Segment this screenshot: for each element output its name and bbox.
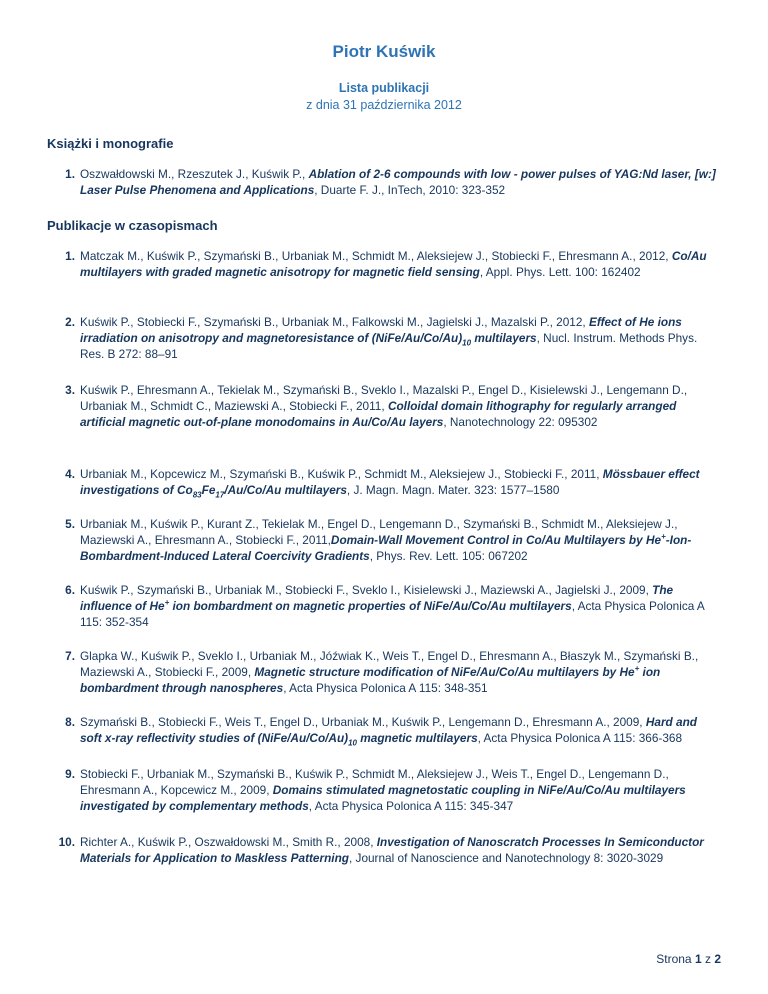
item-title: Domains stimulated magnetostatic coupling in NiFe/Au/Co/Au multilayers investigated by complementary methods xyxy=(80,783,686,813)
item-title: Mössbauer effect investigations of $Co_{83}Fe_{17}/Au/Co/Au$ multilayers xyxy=(80,467,700,500)
item-authors: Glapka W., Kuświk P., Sveklo I., Urbaniak M., Jóźwiak K., Weis T., Engel D., Ehresmann A., Błaszyk M., Szymański B., Maziewski A., Stobiecki F., 2009, xyxy=(80,649,699,679)
item-number: 9. xyxy=(65,767,75,781)
item-number: 8. xyxy=(65,715,75,729)
item-title: Effect of He ions irradiation on anisotropy and magnetoresistance of $(NiFe/Au/Co/Au)_{10}$ multilayers xyxy=(80,315,682,348)
item-number: 1. xyxy=(65,249,75,263)
item-number: 5. xyxy=(65,517,75,531)
item-number: 4. xyxy=(65,467,75,481)
section-title-books: Książki i monografie xyxy=(47,136,174,151)
subtitle-list-label: Lista publikacji xyxy=(338,81,430,95)
item-number: 1. xyxy=(65,167,75,181)
item-authors: Oszwałdowski M., Rzeszutek J., Kuświk P., xyxy=(80,167,309,181)
footer-total-pages: 2 xyxy=(714,952,721,966)
item-title: Colloidal domain lithography for regularly arranged artificial magnetic out-of-plane monodomains in Au/Co/Au layers xyxy=(80,399,677,429)
list-item xyxy=(65,516,720,564)
item-number: 2. xyxy=(65,315,75,329)
item-authors: Kuświk P., Ehresmann A., Tekielak M., Szymański B., Sveklo I., Mazalski P., Engel D., Kisielewski J., Lengemann D., Urbaniak M., Schmidt C., Maziewski A., Stobiecki F., 2011, xyxy=(80,383,688,413)
item-source: , Acta Physica Polonica A 115: 366-368 xyxy=(477,731,683,745)
item-authors: Kuświk P., Szymański B., Urbaniak M., Stobiecki F., Sveklo I., Kisielewski J., Maziewski A., Jagielski J., 2009, xyxy=(80,583,653,597)
item-authors: Kuświk P., Stobiecki F., Szymański B., Urbaniak M., Falkowski M., Jagielski J., Mazalski P., 2012, xyxy=(80,315,589,329)
page-subtitle xyxy=(0,80,768,114)
section-title-journals: Publikacje w czasopismach xyxy=(47,218,218,233)
item-source: , Nucl. Instrum. Methods Phys. Res. B 272: 88–91 xyxy=(80,331,698,361)
item-source: , Phys. Rev. Lett. 105: 067202 xyxy=(369,549,528,563)
list-item xyxy=(65,466,720,500)
item-source: , J. Magn. Magn. Mater. 323: 1577–1580 xyxy=(346,483,560,497)
footer-label: Strona xyxy=(656,952,692,966)
list-item xyxy=(65,582,720,630)
list-item xyxy=(58,834,720,866)
item-number: 3. xyxy=(65,383,75,397)
item-source: , Acta Physica Polonica A 115: 352-354 xyxy=(80,599,705,629)
footer-page-number: 1 xyxy=(694,952,702,966)
item-authors: Urbaniak M., Kuświk P., Kurant Z., Tekielak M., Engel D., Lengemann D., Szymański B., Schmidt M., Aleksiejew J., Maziewski A., Ehresmann A., Stobiecki F., 2011, xyxy=(80,517,678,547)
item-authors: Urbaniak M., Kopcewicz M., Szymański B., Kuświk P., Schmidt M., Aleksiejew J., Stobiecki F., 2011, xyxy=(80,467,603,481)
item-title: Hard and soft x-ray reflectivity studies of $(NiFe/Au/Co/Au)_{10}$ magnetic multilayers xyxy=(80,715,697,748)
list-item xyxy=(65,766,720,814)
item-authors: Szymański B., Stobiecki F., Weis T., Engel D., Urbaniak M., Kuświk P., Lengemann D., Ehresmann A., 2009, xyxy=(80,715,646,729)
item-source: , Acta Physica Polonica A 115: 348-351 xyxy=(283,681,488,695)
item-number: 10. xyxy=(58,835,75,849)
item-source: , Journal of Nanoscience and Nanotechnology 8: 3020-3029 xyxy=(348,851,664,865)
page-footer xyxy=(656,952,721,966)
footer-of: z xyxy=(704,952,711,966)
item-title: Domain-Wall Movement Control in Co/Au Multilayers by He+-Ion-Bombardment-Induced Lateral Coercivity Gradients xyxy=(80,532,692,563)
item-source: , Nanotechnology 22: 095302 xyxy=(443,415,598,429)
item-source: , Acta Physica Polonica A 115: 345-347 xyxy=(308,799,514,813)
list-item xyxy=(65,314,720,362)
subtitle-date: z dnia 31 października 2012 xyxy=(306,98,462,112)
list-item xyxy=(65,714,720,748)
item-title: Magnetic structure modification of NiFe/Au/Co/Au multilayers by He+ ion bombardment through nanospheres xyxy=(80,664,661,695)
item-number: 6. xyxy=(65,583,75,597)
item-authors: Stobiecki F., Urbaniak M., Szymański B., Kuświk P., Schmidt M., Aleksiejew J., Weis T., Engel D., Lengemann D., Ehresmann A., Kopcewicz M., 2009, xyxy=(80,767,669,797)
list-item xyxy=(65,648,720,696)
list-item xyxy=(65,248,720,280)
page-title: Piotr Kuświk xyxy=(332,42,436,61)
list-item xyxy=(65,166,720,198)
item-authors: Matczak M., Kuświk P., Szymański B., Urbaniak M., Schmidt M., Aleksiejew J., Stobiecki F., Ehresmann A., 2012, xyxy=(80,249,672,263)
list-item xyxy=(65,382,720,430)
item-title: Co/Au multilayers with graded magnetic anisotropy for magnetic field sensing xyxy=(80,249,707,279)
item-source: , Duarte F. J., InTech, 2010: 323-352 xyxy=(314,183,506,197)
item-title: Investigation of Nanoscratch Processes In Semiconductor Materials for Application to Maskless Patterning xyxy=(80,835,704,865)
item-source: , Appl. Phys. Lett. 100: 162402 xyxy=(479,265,641,279)
item-authors: Richter A., Kuświk P., Oszwałdowski M., Smith R., 2008, xyxy=(80,835,377,849)
item-title: Ablation of 2-6 compounds with low - power pulses of YAG:Nd laser, [w:] Laser Pulse Phenomena and Applications xyxy=(80,167,716,197)
item-number: 7. xyxy=(65,649,75,663)
item-title: The influence of He+ ion bombardment on magnetic properties of NiFe/Au/Co/Au multilayers xyxy=(80,583,674,613)
